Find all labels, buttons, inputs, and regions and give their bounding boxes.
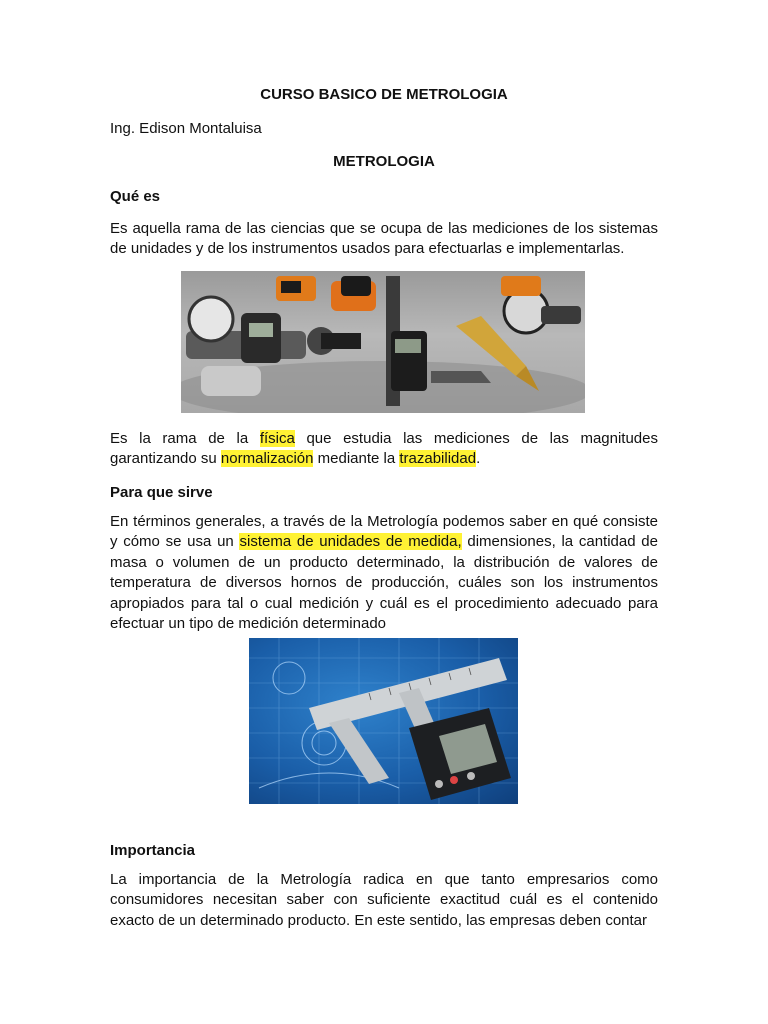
paragraph-fisica: Es la rama de la física que estudia las mediciones de las magnitudes garantizando su normalización mediante la trazabilidad. [110, 430, 658, 468]
measuring-tools-image [181, 271, 585, 413]
paragraph-para-que-sirve: En términos generales, a través de la Metrología podemos saber en qué consiste y cómo se usa un sistema de unidades de medida, dimensiones, la cantidad de masa o volumen de un producto determinado, la distribución de valores de temperatura de diversos hornos de producción, cuáles son los instrumentos apropiados para tal o cual medición y cuál es el procedimiento adecuado para efectuar un tipo de medición determinado [110, 513, 658, 633]
tools-illustration [181, 271, 585, 413]
highlight-sistema: sistema de unidades de medida, [239, 533, 462, 551]
highlight-normalizacion: normalización [220, 450, 314, 468]
document-title: CURSO BASICO DE METROLOGIA [260, 86, 508, 103]
section-title: METROLOGIA [333, 153, 435, 170]
caliper-blueprint-image [249, 638, 518, 804]
caliper-illustration [249, 638, 518, 804]
heading-importancia: Importancia [110, 842, 196, 859]
heading-para-que-sirve: Para que sirve [110, 484, 213, 501]
highlight-trazabilidad: trazabilidad [399, 450, 477, 468]
author-line: Ing. Edison Montaluisa [110, 120, 262, 137]
highlight-fisica: física [259, 430, 295, 447]
heading-que-es: Qué es [110, 188, 161, 205]
paragraph-definition: Es aquella rama de las ciencias que se ocupa de las mediciones de los sistemas de unidades y de los instrumentos usados para efectuarlas e implementarlas. [110, 220, 658, 258]
paragraph-importancia: La importancia de la Metrología radica en que tanto empresarios como consumidores necesitan saber con suficiente exactitud cuál es el contenido exacto de un determinado producto. En este sentido, las empresas deben contar [110, 871, 658, 929]
